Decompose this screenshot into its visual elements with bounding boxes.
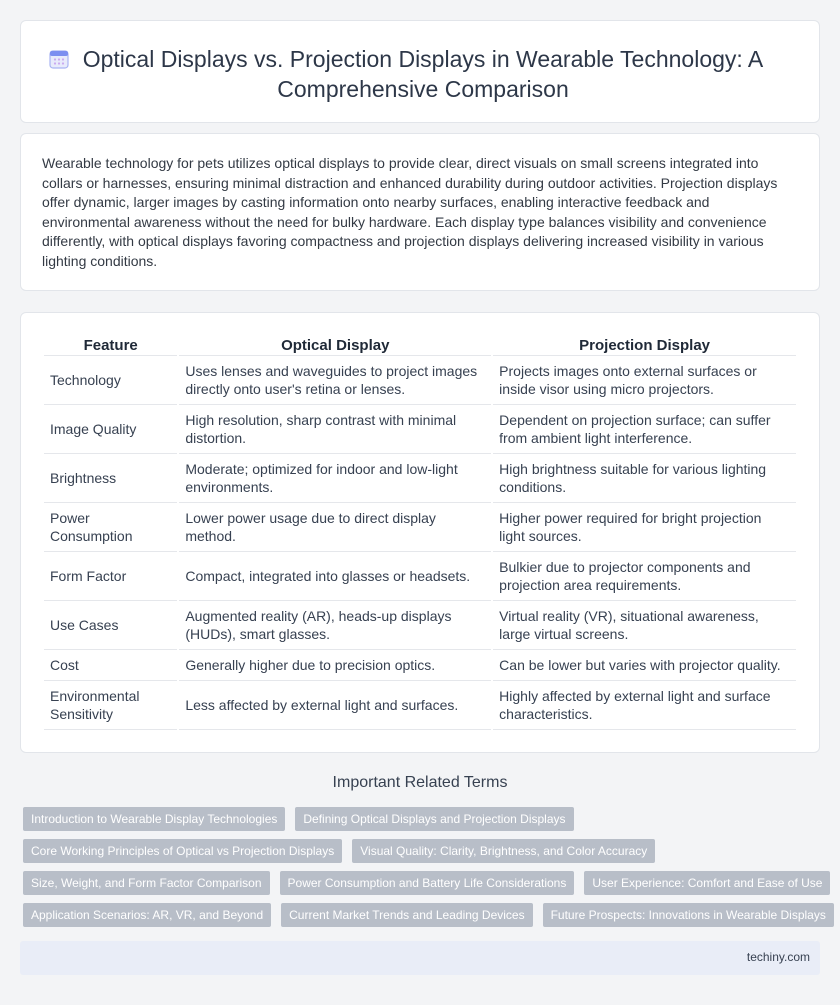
optical-cell: Lower power usage due to direct display method.: [179, 503, 491, 552]
optical-cell: Moderate; optimized for indoor and low-light environments.: [179, 454, 491, 503]
related-term-tag[interactable]: Introduction to Wearable Display Technologies: [23, 807, 285, 831]
footer: [20, 941, 820, 975]
table-row: [44, 601, 796, 650]
table-row: [44, 356, 796, 405]
optical-cell: Generally higher due to precision optics.: [179, 650, 491, 681]
projection-cell: Higher power required for bright projection light sources.: [493, 503, 796, 552]
optical-cell: High resolution, sharp contrast with minimal distortion.: [179, 405, 491, 454]
feature-cell: Form Factor: [44, 552, 177, 601]
intro-paragraph: Wearable technology for pets utilizes optical displays to provide clear, direct visuals on small screens integrated into collars or harnesses, ensuring minimal distraction and enhanced durability during outdoor activities. Projection displays offer dynamic, larger images by casting information onto nearby surfaces, enabling interactive feedback and environmental awareness without the need for bulky hardware. Each display type balances visibility and convenience differently, with optical displays favoring compactness and projection displays delivering increased visibility in various lighting conditions.: [42, 155, 778, 269]
table-header-row: [44, 334, 796, 356]
related-term-tag[interactable]: Current Market Trends and Leading Devices: [281, 903, 532, 927]
optical-cell: Compact, integrated into glasses or headsets.: [179, 552, 491, 601]
page-title: Optical Displays vs. Projection Displays in Wearable Technology: A Comprehensive Comparison: [82, 46, 764, 102]
intro-card: [20, 133, 820, 291]
related-term-tag[interactable]: Size, Weight, and Form Factor Comparison: [23, 871, 270, 895]
feature-cell: Image Quality: [44, 405, 177, 454]
table-row: [44, 650, 796, 681]
column-header-optical: Optical Display: [179, 334, 491, 356]
table-row: [44, 405, 796, 454]
projection-cell: Can be lower but varies with projector quality.: [493, 650, 796, 681]
column-header-feature: Feature: [44, 334, 177, 356]
comparison-table: [42, 334, 798, 730]
feature-cell: Cost: [44, 650, 177, 681]
related-term-tag[interactable]: Defining Optical Displays and Projection Displays: [295, 807, 573, 831]
feature-cell: Use Cases: [44, 601, 177, 650]
projection-cell: Bulkier due to projector components and projection area requirements.: [493, 552, 796, 601]
column-header-projection: Projection Display: [493, 334, 796, 356]
header-card: [20, 20, 820, 123]
feature-cell: Technology: [44, 356, 177, 405]
related-term-tag[interactable]: Future Prospects: Innovations in Wearable Displays: [543, 903, 834, 927]
related-term-tag[interactable]: User Experience: Comfort and Ease of Use: [584, 871, 830, 895]
footer-brand[interactable]: techiny.com: [746, 950, 810, 964]
related-terms-title: Important Related Terms: [332, 774, 508, 791]
related-term-tag[interactable]: Application Scenarios: AR, VR, and Beyond: [23, 903, 271, 927]
table-row: [44, 552, 796, 601]
tag-row: [23, 903, 834, 927]
table-row: [44, 681, 796, 730]
tag-row: [23, 871, 830, 895]
optical-cell: Augmented reality (AR), heads-up displays (HUDs), smart glasses.: [179, 601, 491, 650]
table-row: [44, 503, 796, 552]
optical-cell: Less affected by external light and surfaces.: [179, 681, 491, 730]
related-term-tag[interactable]: Power Consumption and Battery Life Considerations: [280, 871, 575, 895]
projection-cell: Projects images onto external surfaces or inside visor using micro projectors.: [493, 356, 796, 405]
table-row: [44, 454, 796, 503]
feature-cell: Environmental Sensitivity: [44, 681, 177, 730]
tag-row: [23, 807, 574, 831]
related-term-tag[interactable]: Core Working Principles of Optical vs Projection Displays: [23, 839, 342, 863]
tag-row: [23, 839, 655, 863]
projection-cell: High brightness suitable for various lighting conditions.: [493, 454, 796, 503]
optical-cell: Uses lenses and waveguides to project images directly onto user's retina or lenses.: [179, 356, 491, 405]
projection-cell: Highly affected by external light and surface characteristics.: [493, 681, 796, 730]
projection-cell: Dependent on projection surface; can suffer from ambient light interference.: [493, 405, 796, 454]
feature-cell: Brightness: [44, 454, 177, 503]
comparison-table-card: [20, 312, 820, 753]
feature-cell: Power Consumption: [44, 503, 177, 552]
related-term-tag[interactable]: Visual Quality: Clarity, Brightness, and Color Accuracy: [352, 839, 655, 863]
projection-cell: Virtual reality (VR), situational awareness, large virtual screens.: [493, 601, 796, 650]
